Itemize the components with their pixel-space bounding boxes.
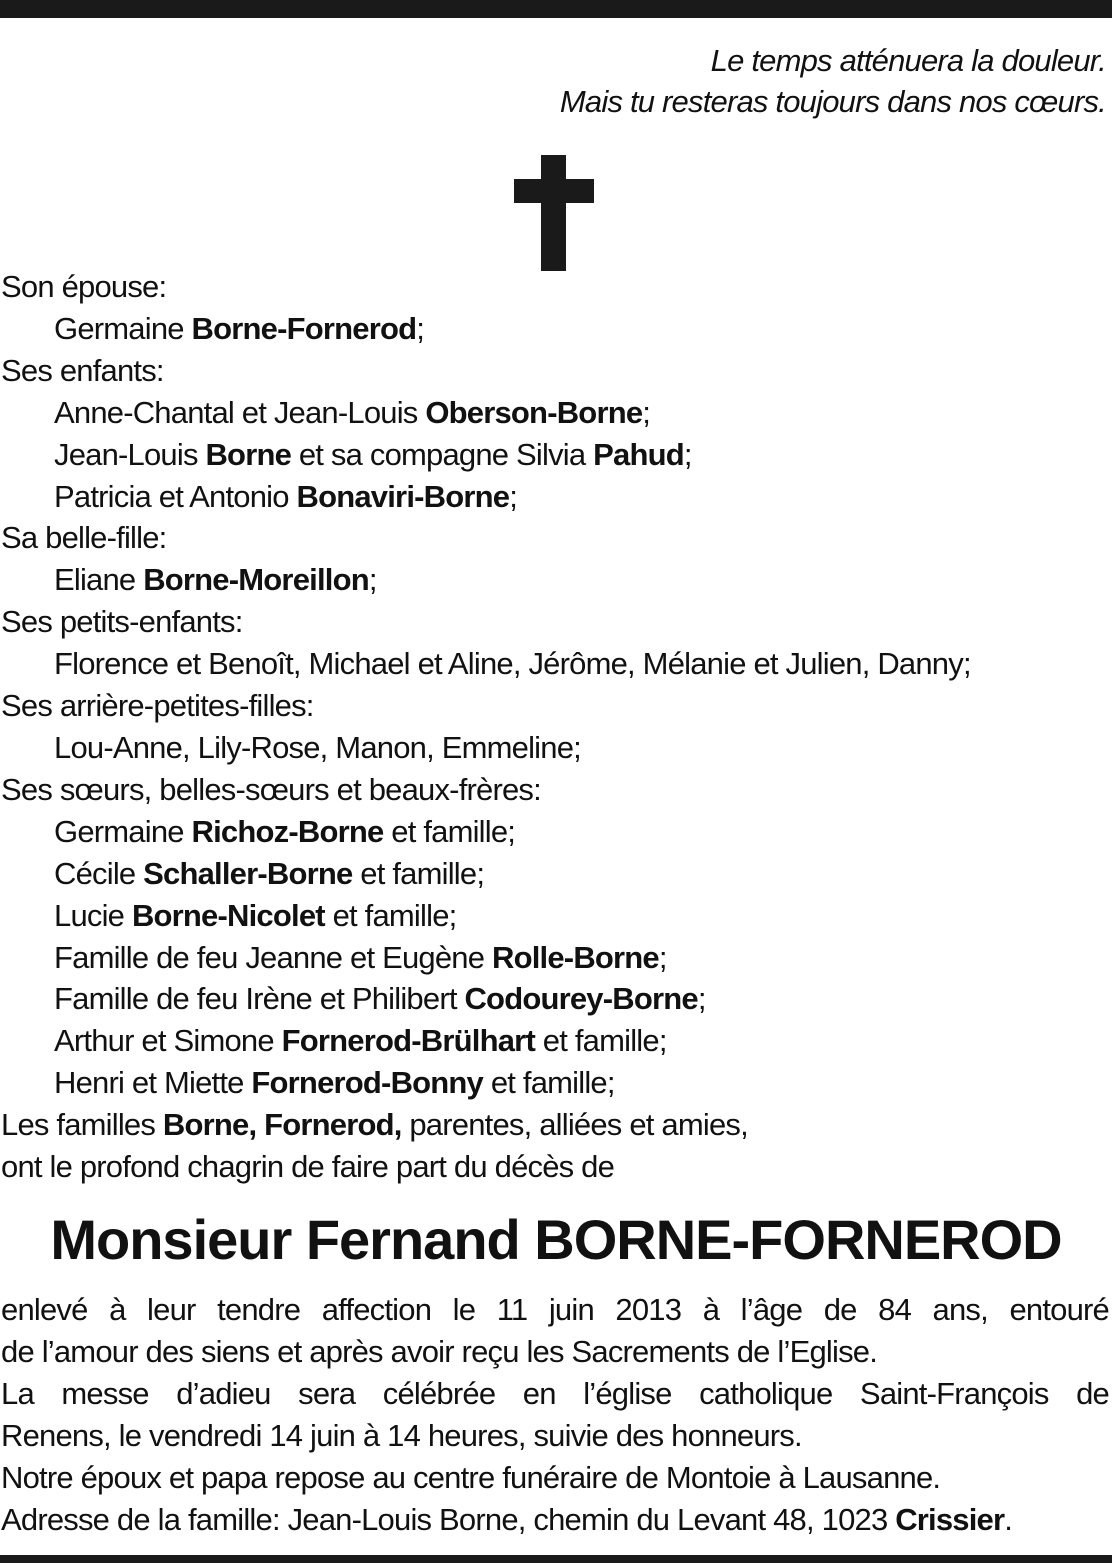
name-bold: Richoz-Borne [191,813,384,849]
text-segment: et sa compagne Silvia [291,436,594,472]
name-bold: Oberson-Borne [425,394,643,430]
text-segment: La messe d’adieu sera célébrée en l’église catholique Saint-François de [1,1375,1109,1411]
announcement-text [1,1289,1109,1540]
text-segment: et famille; [483,1065,615,1101]
text-segment: enlevé à leur tendre affection le 11 juin 2013 à l’âge de 84 ans, entouré [1,1292,1109,1327]
name-bold: Borne-Nicolet [131,897,325,933]
family-line [1,517,1109,559]
family-line [1,476,1109,518]
name-bold: Rolle-Borne [492,939,659,975]
name-bold: Codourey-Borne [464,981,698,1017]
text-segment: Ses arrière-petites-filles: [1,688,314,724]
family-line [1,1104,1109,1146]
name-bold: Fornerod-Brülhart [281,1023,535,1059]
name-bold: Borne, Fornerod, [162,1107,402,1143]
family-line [1,727,1109,769]
text-segment: Jean-Louis [54,436,206,472]
family-line [1,559,1109,601]
epigraph-line-1: Le temps atténuera la douleur. [710,43,1106,78]
family-line [1,392,1109,434]
text-segment: Eliane [54,562,144,598]
text-segment: Anne-Chantal et Jean-Louis [54,394,426,430]
deceased-name: Monsieur Fernand BORNE-FORNEROD [50,1208,1062,1271]
text-segment: Famille de feu Irène et Philibert [54,981,465,1017]
family-line [1,350,1109,392]
name-bold: Schaller-Borne [143,855,353,891]
family-line [1,853,1109,895]
text-segment: Ses sœurs, belles-sœurs et beaux-frères: [1,771,541,807]
family-line [1,769,1109,811]
family-line [1,895,1109,937]
family-line [1,266,1109,308]
announcement-line [1,1457,1109,1499]
family-line [1,1020,1109,1062]
bottom-border [0,1555,1112,1563]
text-segment: et famille; [534,1023,667,1059]
family-line [1,1146,1109,1188]
text-segment: ; [416,310,425,346]
text-segment: Patricia et Antonio [54,478,297,514]
text-segment: Notre époux et papa repose au centre funéraire de Montoie à Lausanne. [1,1459,941,1495]
text-segment: Lou-Anne, Lily-Rose, Manon, Emmeline; [54,729,581,765]
text-segment: Henri et Miette [54,1065,252,1101]
epigraph [560,40,1106,122]
name-bold: Crissier [895,1501,1005,1537]
text-segment: Germaine [54,813,192,849]
announcement-line [1,1373,1109,1415]
family-list [1,266,1109,1188]
text-segment: Lucie [54,897,132,933]
epigraph-line-2: Mais tu resteras toujours dans nos cœurs. [559,84,1106,119]
text-segment: ; [368,562,377,598]
text-segment: Ses enfants: [1,352,164,388]
announcement-line [1,1331,1109,1373]
family-line [1,685,1109,727]
name-bold: Borne [205,436,292,472]
text-segment: Cécile [54,855,144,891]
cross-icon [514,155,594,271]
text-segment: ; [658,939,667,975]
family-line [1,1062,1109,1104]
family-line [1,601,1109,643]
text-segment: et famille; [324,897,457,933]
text-segment: ; [642,394,651,430]
announcement-line [1,1289,1109,1331]
text-segment: Renens, le vendredi 14 juin à 14 heures, suivie des honneurs. [1,1417,802,1453]
text-segment: Germaine [54,310,192,346]
family-line [1,434,1109,476]
text-segment: Arthur et Simone [54,1023,282,1059]
text-segment: Son épouse: [1,269,167,304]
text-segment: et famille; [383,813,516,849]
name-bold: Pahud [593,436,684,472]
text-segment: de l’amour des siens et après avoir reçu les Sacrements de l’Eglise. [1,1333,878,1369]
text-segment: Sa belle-fille: [1,520,167,556]
text-segment: Adresse de la famille: Jean-Louis Borne, chemin du Levant 48, 1023 [1,1501,896,1537]
text-segment: Ses petits-enfants: [1,604,243,640]
text-segment: ; [509,478,518,514]
text-segment: Famille de feu Jeanne et Eugène [54,939,492,975]
text-segment: parentes, alliées et amies, [401,1107,748,1143]
text-segment: et famille; [352,855,485,891]
name-bold: Borne-Fornerod [191,310,417,346]
text-segment: ; [683,436,692,472]
family-line [1,643,1109,685]
name-bold: Borne-Moreillon [143,562,369,598]
text-segment: ont le profond chagrin de faire part du décès de [1,1149,615,1185]
text-segment: . [1004,1501,1013,1537]
announcement-line [1,1499,1109,1541]
top-border [0,0,1112,18]
announcement-line [1,1415,1109,1457]
text-segment: Les familles [1,1107,163,1143]
family-line [1,308,1109,350]
text-segment: ; [697,981,706,1017]
text-segment: Florence et Benoît, Michael et Aline, Jérôme, Mélanie et Julien, Danny; [54,646,971,682]
name-bold: Bonaviri-Borne [296,478,510,514]
family-line [1,937,1109,979]
family-line [1,978,1109,1020]
name-bold: Fornerod-Bonny [251,1065,483,1101]
family-line [1,811,1109,853]
